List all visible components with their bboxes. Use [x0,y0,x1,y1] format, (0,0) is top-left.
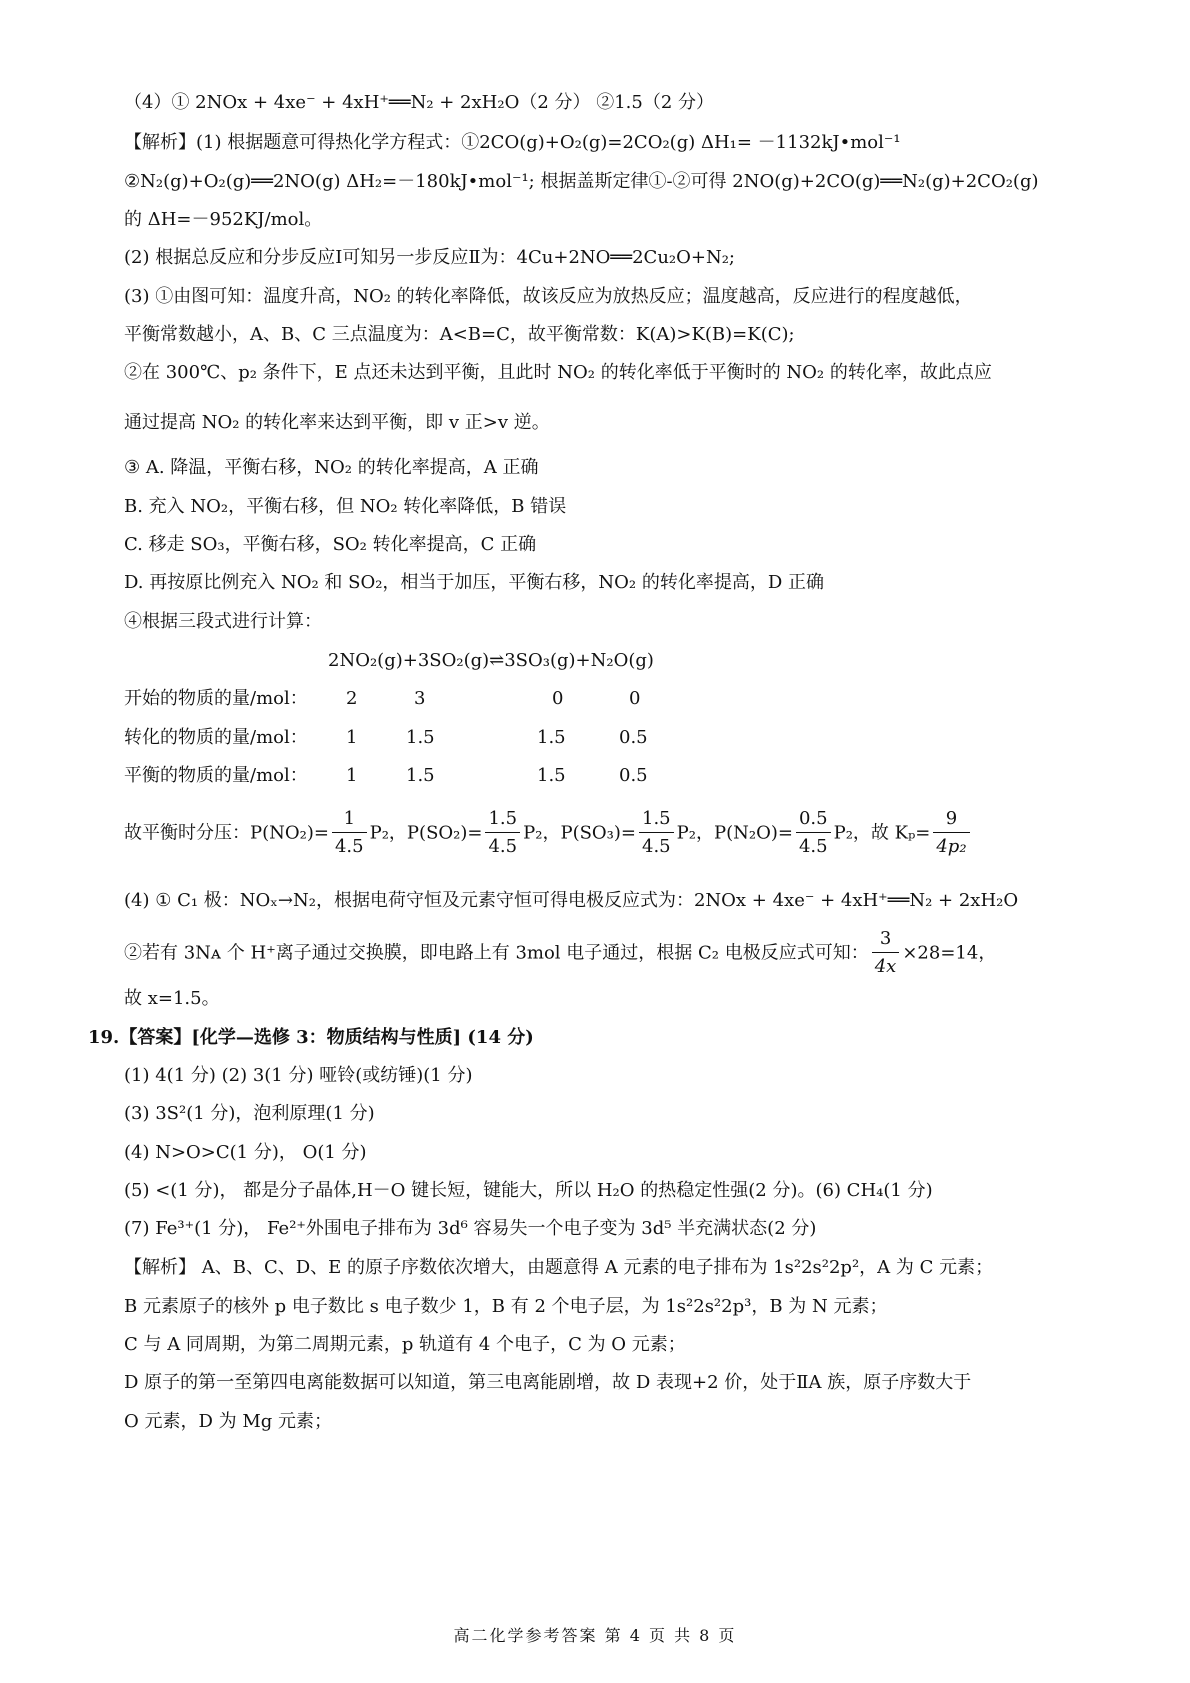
row-label: 开始的物质的量/mol： [124,688,308,709]
denominator: 4x [874,956,897,977]
analysis-4-line2 [124,926,996,981]
cell: 3 [414,688,426,709]
fraction [796,806,831,861]
cell: 1 [346,727,358,748]
option-a: ③ A. 降温，平衡右移，NO₂ 的转化率提高，A 正确 [124,457,539,478]
fraction [485,806,520,861]
page-footer: 高二化学参考答案 第 4 页 共 8 页 [453,1626,737,1645]
cell: 0.5 [619,765,648,786]
option-d: D. 再按原比例充入 NO₂ 和 SO₂，相当于加压，平衡右移，NO₂ 的转化率提高，D 正确 [124,572,825,593]
pressure-intro: 故平衡时分压：P(NO₂)= [124,822,329,844]
analysis-4-text: ②若有 3Nᴀ 个 H⁺离子通过交换膜，即电路上有 3mol 电子通过，根据 C₂ 电极反应式可知： [124,942,869,964]
fraction [639,806,674,861]
analysis-3-line3: ②在 300℃、p₂ 条件下，E 点还未达到平衡，且此时 NO₂ 的转化率低于平衡时的 NO₂ 的转化率，故此点应 [124,362,992,383]
answer-19-7: (7) Fe³⁺(1 分)， Fe²⁺外围电子排布为 3d⁶ 容易失一个电子变为 3d⁵ 半充满状态(2 分) [124,1218,817,1239]
row-label: 转化的物质的量/mol： [124,727,308,748]
answer-4: （4）① 2NOx + 4xe⁻ + 4xH⁺══N₂ + 2xH₂O（2 分） ②1.5（2 分） [124,92,715,113]
analysis-3-line1: (3) ①由图可知：温度升高，NO₂ 的转化率降低，故该反应为放热反应；温度越高，反应进行的程度越低， [124,286,973,307]
analysis-3-line4: 通过提高 NO₂ 的转化率来达到平衡，即 v 正>v 逆。 [124,412,550,433]
analysis-4-line1: (4) ① C₁ 极：NOₓ→N₂，根据电荷守恒及元素守恒可得电极反应式为：2NOx + 4xe⁻ + 4xH⁺══N₂ + 2xH₂O [124,890,1019,911]
fraction [933,806,969,861]
analysis-1-line3: 的 ΔH=－952KJ/mol。 [124,209,323,230]
denominator: 4.5 [798,836,828,857]
analysis-19-line4: D 原子的第一至第四电离能数据可以知道，第三电离能剧增，故 D 表现+2 价，处于ⅡA 族，原子序数大于 [124,1372,972,1393]
analysis-19-line1: 【解析】 A、B、C、D、E 的原子序数依次增大，由题意得 A 元素的电子排布为 1s²2s²2p²，A 为 C 元素； [124,1257,994,1278]
cell: 1 [346,765,358,786]
cell: 1.5 [406,765,435,786]
pressure-text: P₂，故 Kₚ= [833,822,931,844]
row-label: 平衡的物质的量/mol： [124,765,308,786]
answer-19-1-2: (1) 4(1 分) (2) 3(1 分) 哑铃(或纺锤)(1 分) [124,1065,473,1086]
reaction-equation: 2NO₂(g)+3SO₂(g)⇌3SO₃(g)+N₂O(g) [328,650,654,671]
denominator: 4p₂ [936,836,967,857]
cell: 1.5 [537,765,566,786]
analysis-1-line2: ②N₂(g)+O₂(g)══2NO(g) ΔH₂=－180kJ•mol⁻¹; 根据盖斯定律①-②可得 2NO(g)+2CO(g)══N₂(g)+2CO₂(g) [124,171,1039,192]
analysis-19-line3: C 与 A 同周期，为第二周期元素，p 轨道有 4 个电子，C 为 O 元素； [124,1334,686,1355]
pressure-text: P₂，P(N₂O)= [676,822,793,844]
cell: 0 [629,688,641,709]
denominator: 4.5 [488,836,518,857]
cell: 1.5 [537,727,566,748]
answer-19-5-6: (5) <(1 分)， 都是分子晶体,H－O 键长短，键能大，所以 H₂O 的热稳定性强(2 分)。(6) CH₄(1 分) [124,1180,933,1201]
analysis-4-tail: ×28=14， [902,942,997,964]
analysis-1-line1: 【解析】(1) 根据题意可得热化学方程式：①2CO(g)+O₂(g)=2CO₂(g) ΔH₁= －1132kJ•mol⁻¹ [124,132,901,153]
denominator: 4.5 [642,836,671,857]
analysis-19-line2: B 元素原子的核外 p 电子数比 s 电子数少 1，B 有 2 个电子层，为 1s²2s²2p³，B 为 N 元素； [124,1296,888,1317]
cell: 2 [346,688,358,709]
analysis-4-line3: 故 x=1.5。 [124,988,220,1009]
pressure-text: P₂，P(SO₃)= [523,822,636,844]
cell: 1.5 [406,727,435,748]
option-c: C. 移走 SO₃，平衡右移，SO₂ 转化率提高，C 正确 [124,534,537,555]
denominator: 4.5 [334,836,364,857]
fraction [872,926,900,981]
analysis-19-line5: O 元素，D 为 Mg 元素； [124,1411,333,1432]
numerator: 1 [332,806,367,833]
answer-19-4: (4) N>O>C(1 分)， O(1 分) [124,1142,367,1163]
fraction [332,806,367,861]
cell: 0.5 [619,727,648,748]
partial-pressure-line [124,806,973,861]
analysis-3-line2: 平衡常数越小，A、B、C 三点温度为：A<B=C，故平衡常数：K(A)>K(B)=K(C); [124,324,795,345]
three-step-intro: ④根据三段式进行计算： [124,611,322,632]
analysis-2: (2) 根据总反应和分步反应Ⅰ可知另一步反应Ⅱ为：4Cu+2NO══2Cu₂O+N₂; [124,247,735,268]
numerator: 0.5 [796,806,831,833]
question-19-heading: 19.【答案】[化学—选修 3：物质结构与性质] (14 分) [88,1027,534,1048]
answer-19-3: (3) 3S²(1 分)，泡利原理(1 分) [124,1103,375,1124]
option-b: B. 充入 NO₂，平衡右移，但 NO₂ 转化率降低，B 错误 [124,496,567,517]
numerator: 3 [872,926,900,953]
pressure-text: P₂，P(SO₂)= [369,822,483,844]
numerator: 1.5 [639,806,674,833]
numerator: 1.5 [485,806,520,833]
numerator: 9 [933,806,969,833]
cell: 0 [552,688,564,709]
